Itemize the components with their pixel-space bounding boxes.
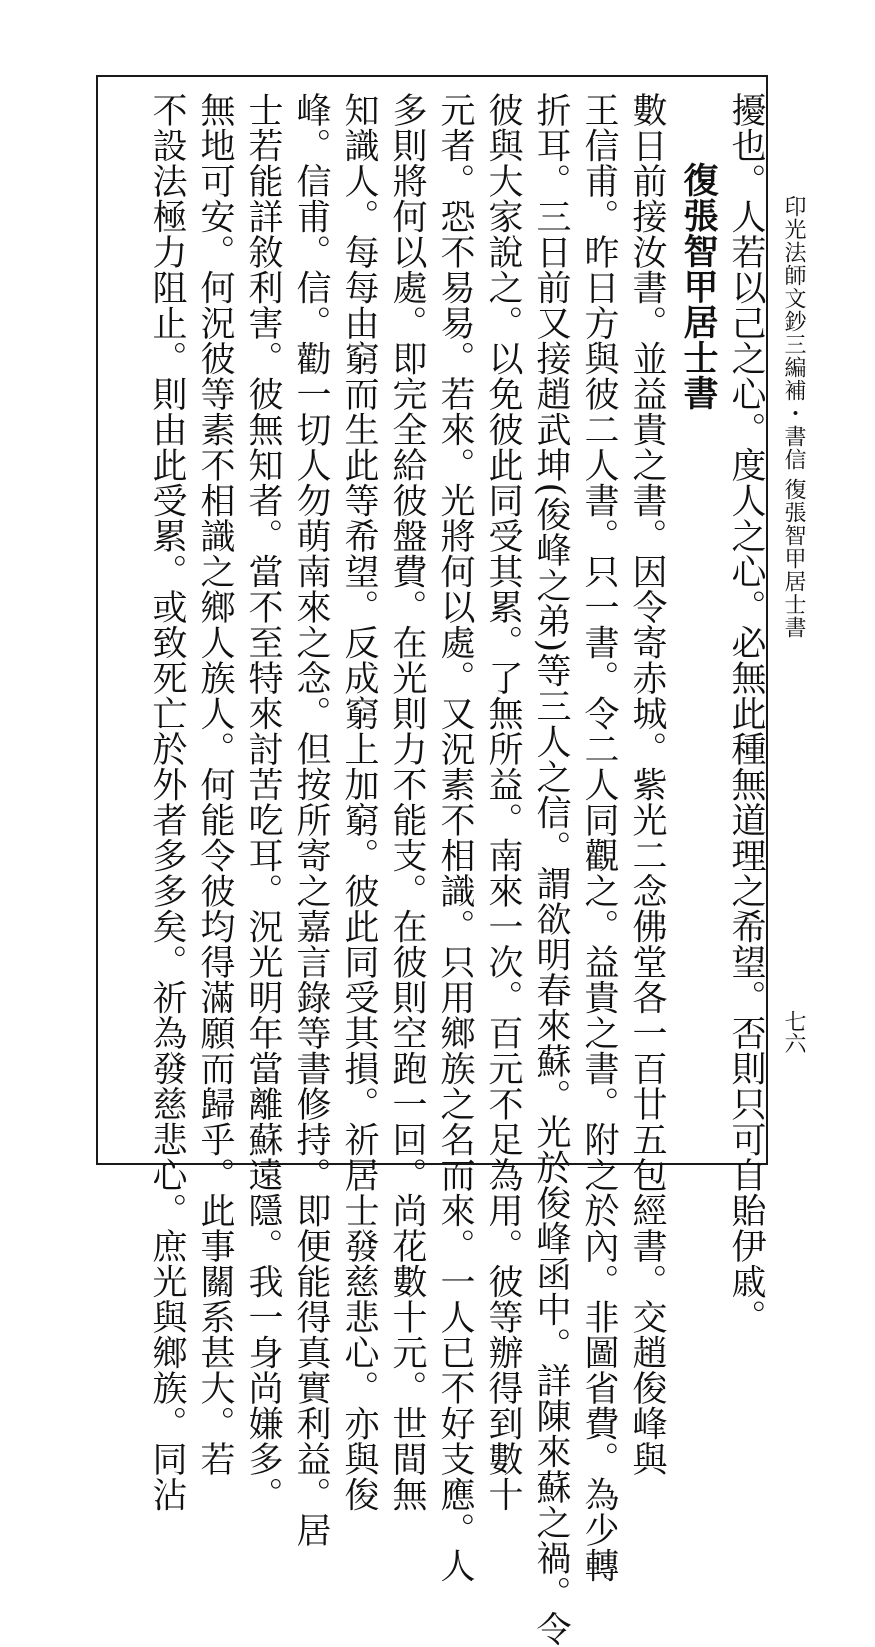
text-column: 峰。信甫。信。勸一切人勿萌南來之念。但按所寄之嘉言錄等書修持。即便能得真實利益。居 <box>291 92 331 1548</box>
text-column: 元者。恐不易易。若來。光將何以處。又況素不相識。只用鄉族之名而來。一人已不好支應。人 <box>435 92 475 1583</box>
vertical-text-body <box>143 92 770 1647</box>
text-column: 知識人。每每由窮而生此等希望。反成窮上加窮。彼此同受其損。祈居士發慈悲心。亦與俊 <box>339 92 379 1512</box>
text-column: 不設法極力阻止。則由此受累。或致死亡於外者多多矣。祈為發慈悲心。庶光與鄉族。同沾 <box>147 92 187 1512</box>
text-column: 折耳。三日前又接趙武坤(俊峰之弟)等三人之信。謂欲明春來蘇。光於俊峰函中。詳陳來蘇之禍。令 <box>531 92 571 1647</box>
running-head: 印光法師文鈔三編補・書信 <box>781 195 806 471</box>
text-column: 數日前接汝書。並益貴之書。因令寄赤城。紫光二念佛堂各一百廿五包經書。交趙俊峰與 <box>627 92 667 1477</box>
text-column: 士若能詳敘利害。彼無知者。當不至特來討苦吃耳。況光明年當離蘇遠隱。我一身尚嫌多。 <box>243 92 283 1512</box>
text-column: 彼與大家說之。以免彼此同受其累。了無所益。南來一次。百元不足為用。彼等辦得到數十 <box>483 92 523 1512</box>
running-title: 復張智甲居士書 <box>781 478 806 639</box>
page-number: 七六 <box>781 1010 806 1054</box>
text-column: 王信甫。昨日方與彼二人書。只一書。令二人同觀之。益貴之書。附之於內。非圖省費。為少轉 <box>579 92 619 1583</box>
letter-title: 復張智甲居士書 <box>678 162 719 411</box>
text-column: 無地可安。何況彼等素不相識之鄉人族人。何能令彼均得滿願而歸乎。此事關系甚大。若 <box>195 92 235 1477</box>
text-column: 多則將何以處。即完全給彼盤費。在光則力不能支。在彼則空跑一回。尚花數十元。世間無 <box>387 92 427 1512</box>
text-column: 擾也。人若以己之心。度人之心。必無此種無道理之希望。否則只可自貽伊戚。 <box>726 92 766 1335</box>
